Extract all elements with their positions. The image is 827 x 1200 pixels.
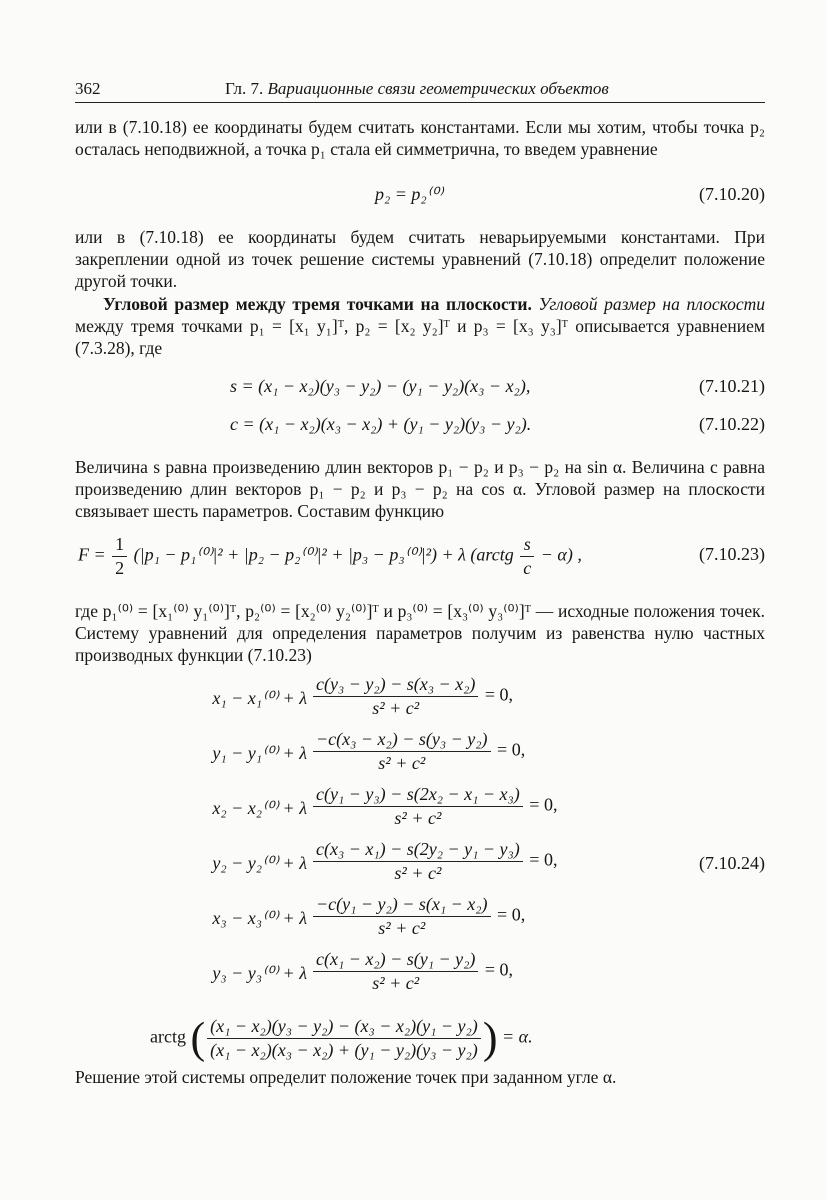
chapter-title: Вариационные связи геометрических объектов [267,79,609,98]
row-lhs: y₃ − y₃⁽⁰⁾ + λ [212,963,307,983]
equation-system-7-10-24 [0,674,827,1064]
equation-body: c = (x₁ − x₂)(x₃ − x₂) + (y₁ − y₂)(y₃ − y₂). [230,414,532,434]
equation-tail: − α) , [540,544,582,565]
running-title [225,79,609,99]
system-row [0,784,827,840]
row-equals: = 0, [529,849,558,870]
fraction-denominator: 2 [115,558,125,578]
fraction-half [112,534,127,579]
paragraph-2: или в (7.10.18) ее координаты будем считать неварьируемыми константами. При закреплении одной из точек решение системы уравнений (7.10.18) определит положение другой точки. [75,227,765,291]
section-heading: Угловой размер между тремя точками на плоскости. [103,294,532,314]
row-fraction [313,674,478,719]
row-equals: = 0, [484,959,514,980]
page-number: 362 [75,79,101,98]
equation-7-10-22 [0,410,827,440]
row-equals: = 0, [529,794,558,815]
system-equation-number: (7.10.24) [699,853,765,873]
row-lhs: x₁ − x₁⁽⁰⁾ + λ [212,688,307,708]
equation-number: (7.10.20) [699,184,765,204]
paragraph-5: где p₁⁽⁰⁾ = [x₁⁽⁰⁾ y₁⁽⁰⁾]ᵀ, p₂⁽⁰⁾ = [x₂⁽⁰⁾ y₂⁽⁰⁾]ᵀ и p₃⁽⁰⁾ = [x₃⁽⁰⁾ y₃⁽⁰⁾]ᵀ — исходные положения точек. Систему уравнений для определения параметров получим из равенства нулю частных производных функции (7.10.23) [75,601,765,665]
row-fraction [313,839,523,884]
system-row [0,949,827,1005]
system-row [0,894,827,950]
equation-main: (|p₁ − p₁⁽⁰⁾|² + |p₂ − p₂⁽⁰⁾|² + |p₃ − p₃⁽⁰⁾|²) + λ (arctg [133,544,514,565]
row-rhs [311,729,525,774]
row-lhs: x₂ − x₂⁽⁰⁾ + λ [212,798,307,818]
equation-body: p₂ = p₂⁽⁰⁾ [375,184,443,204]
fraction-numerator: 1 [112,534,127,557]
fraction-numerator: s [520,534,534,557]
system-row [0,674,827,730]
row-fraction [313,729,491,774]
row-rhs [311,674,513,719]
fraction-numerator: c(x₃ − x₁) − s(2y₂ − y₁ − y₃) [313,839,523,862]
row-rhs [311,949,513,994]
arctg-label: arctg [150,1026,186,1047]
arctg-expression [150,1013,533,1063]
system-row [0,729,827,785]
fraction-denominator: s² + c² [378,753,426,773]
paragraph-6: Решение этой системы определит положение точек при заданном угле α. [75,1067,617,1087]
row-rhs [311,784,557,829]
equation-number: (7.10.22) [699,414,765,434]
fraction-numerator: −c(x₃ − x₂) − s(y₃ − y₂) [313,729,491,752]
fraction-denominator: s² + c² [372,698,420,718]
arctg-equals: = α. [501,1026,533,1047]
equation-number: (7.10.23) [699,544,765,564]
row-equals: = 0, [484,684,514,705]
equation-7-10-21 [0,372,827,402]
left-paren: ( [190,1013,206,1063]
equation-7-10-23 [0,534,827,578]
system-arctg-row [0,1002,827,1062]
fraction-denominator: c [523,558,532,578]
row-equals: = 0, [497,904,526,925]
chapter-label: Гл. 7. [225,79,264,98]
fraction-numerator: (x₁ − x₂)(y₃ − y₂) − (x₃ − x₂)(y₁ − y₂) [207,1016,481,1039]
row-fraction [313,894,491,939]
running-header [75,76,765,103]
row-fraction [313,784,523,829]
equation-7-10-20 [0,180,827,210]
fraction-s-over-c [520,534,534,579]
fraction-denominator: s² + c² [394,863,442,883]
paragraph-4: Величина s равна произведению длин векторов p₁ − p₂ и p₃ − p₂ на sin α. Величина c равна произведению длин векторов p₁ − p₂ и p₃ − p₂ на cos α. Угловой размер на плоскости связывает шесть параметров. Составим функцию [75,457,765,521]
right-paren: ) [482,1013,498,1063]
equation-lhs: F = [78,544,106,565]
fraction-denominator: (x₁ − x₂)(x₃ − x₂) + (y₁ − y₂)(y₃ − y₂) [210,1040,478,1060]
fraction-numerator: c(x₁ − x₂) − s(y₁ − y₂) [313,949,478,972]
row-lhs: y₁ − y₁⁽⁰⁾ + λ [212,743,307,763]
fraction-numerator: −c(y₁ − y₂) − s(x₁ − x₂) [313,894,491,917]
arctg-fraction [207,1016,481,1061]
paragraph-3-text: между тремя точками p₁ = [x₁ y₁]ᵀ, p₂ = [x₂ y₂]ᵀ и p₃ = [x₃ y₃]ᵀ описывается уравнением (7.3.28), где [75,316,765,358]
fraction-denominator: s² + c² [372,973,420,993]
row-lhs: y₂ − y₂⁽⁰⁾ + λ [212,853,307,873]
row-fraction [313,949,478,994]
row-lhs: x₃ − x₃⁽⁰⁾ + λ [212,908,307,928]
row-rhs [311,894,525,939]
fraction-numerator: c(y₃ − y₂) − s(x₃ − x₂) [313,674,478,697]
fraction-denominator: s² + c² [378,918,426,938]
equation-body: s = (x₁ − x₂)(y₃ − y₂) − (y₁ − y₂)(x₃ − x₂), [230,376,531,396]
equation-number: (7.10.21) [699,376,765,396]
system-row [0,839,827,895]
fraction-numerator: c(y₁ − y₃) − s(2x₂ − x₁ − x₃) [313,784,523,807]
equation-body [78,534,582,579]
paragraph-3 [75,293,765,359]
row-rhs [311,839,557,884]
row-equals: = 0, [497,739,526,760]
italic-term: Угловой размер на плоскости [538,294,766,314]
paragraph-1: или в (7.10.18) ее координаты будем считать константами. Если мы хотим, чтобы точка p₂ осталась неподвижной, а точка p₁ стала ей симметрична, то введем уравнение [75,117,765,159]
fraction-denominator: s² + c² [394,808,442,828]
